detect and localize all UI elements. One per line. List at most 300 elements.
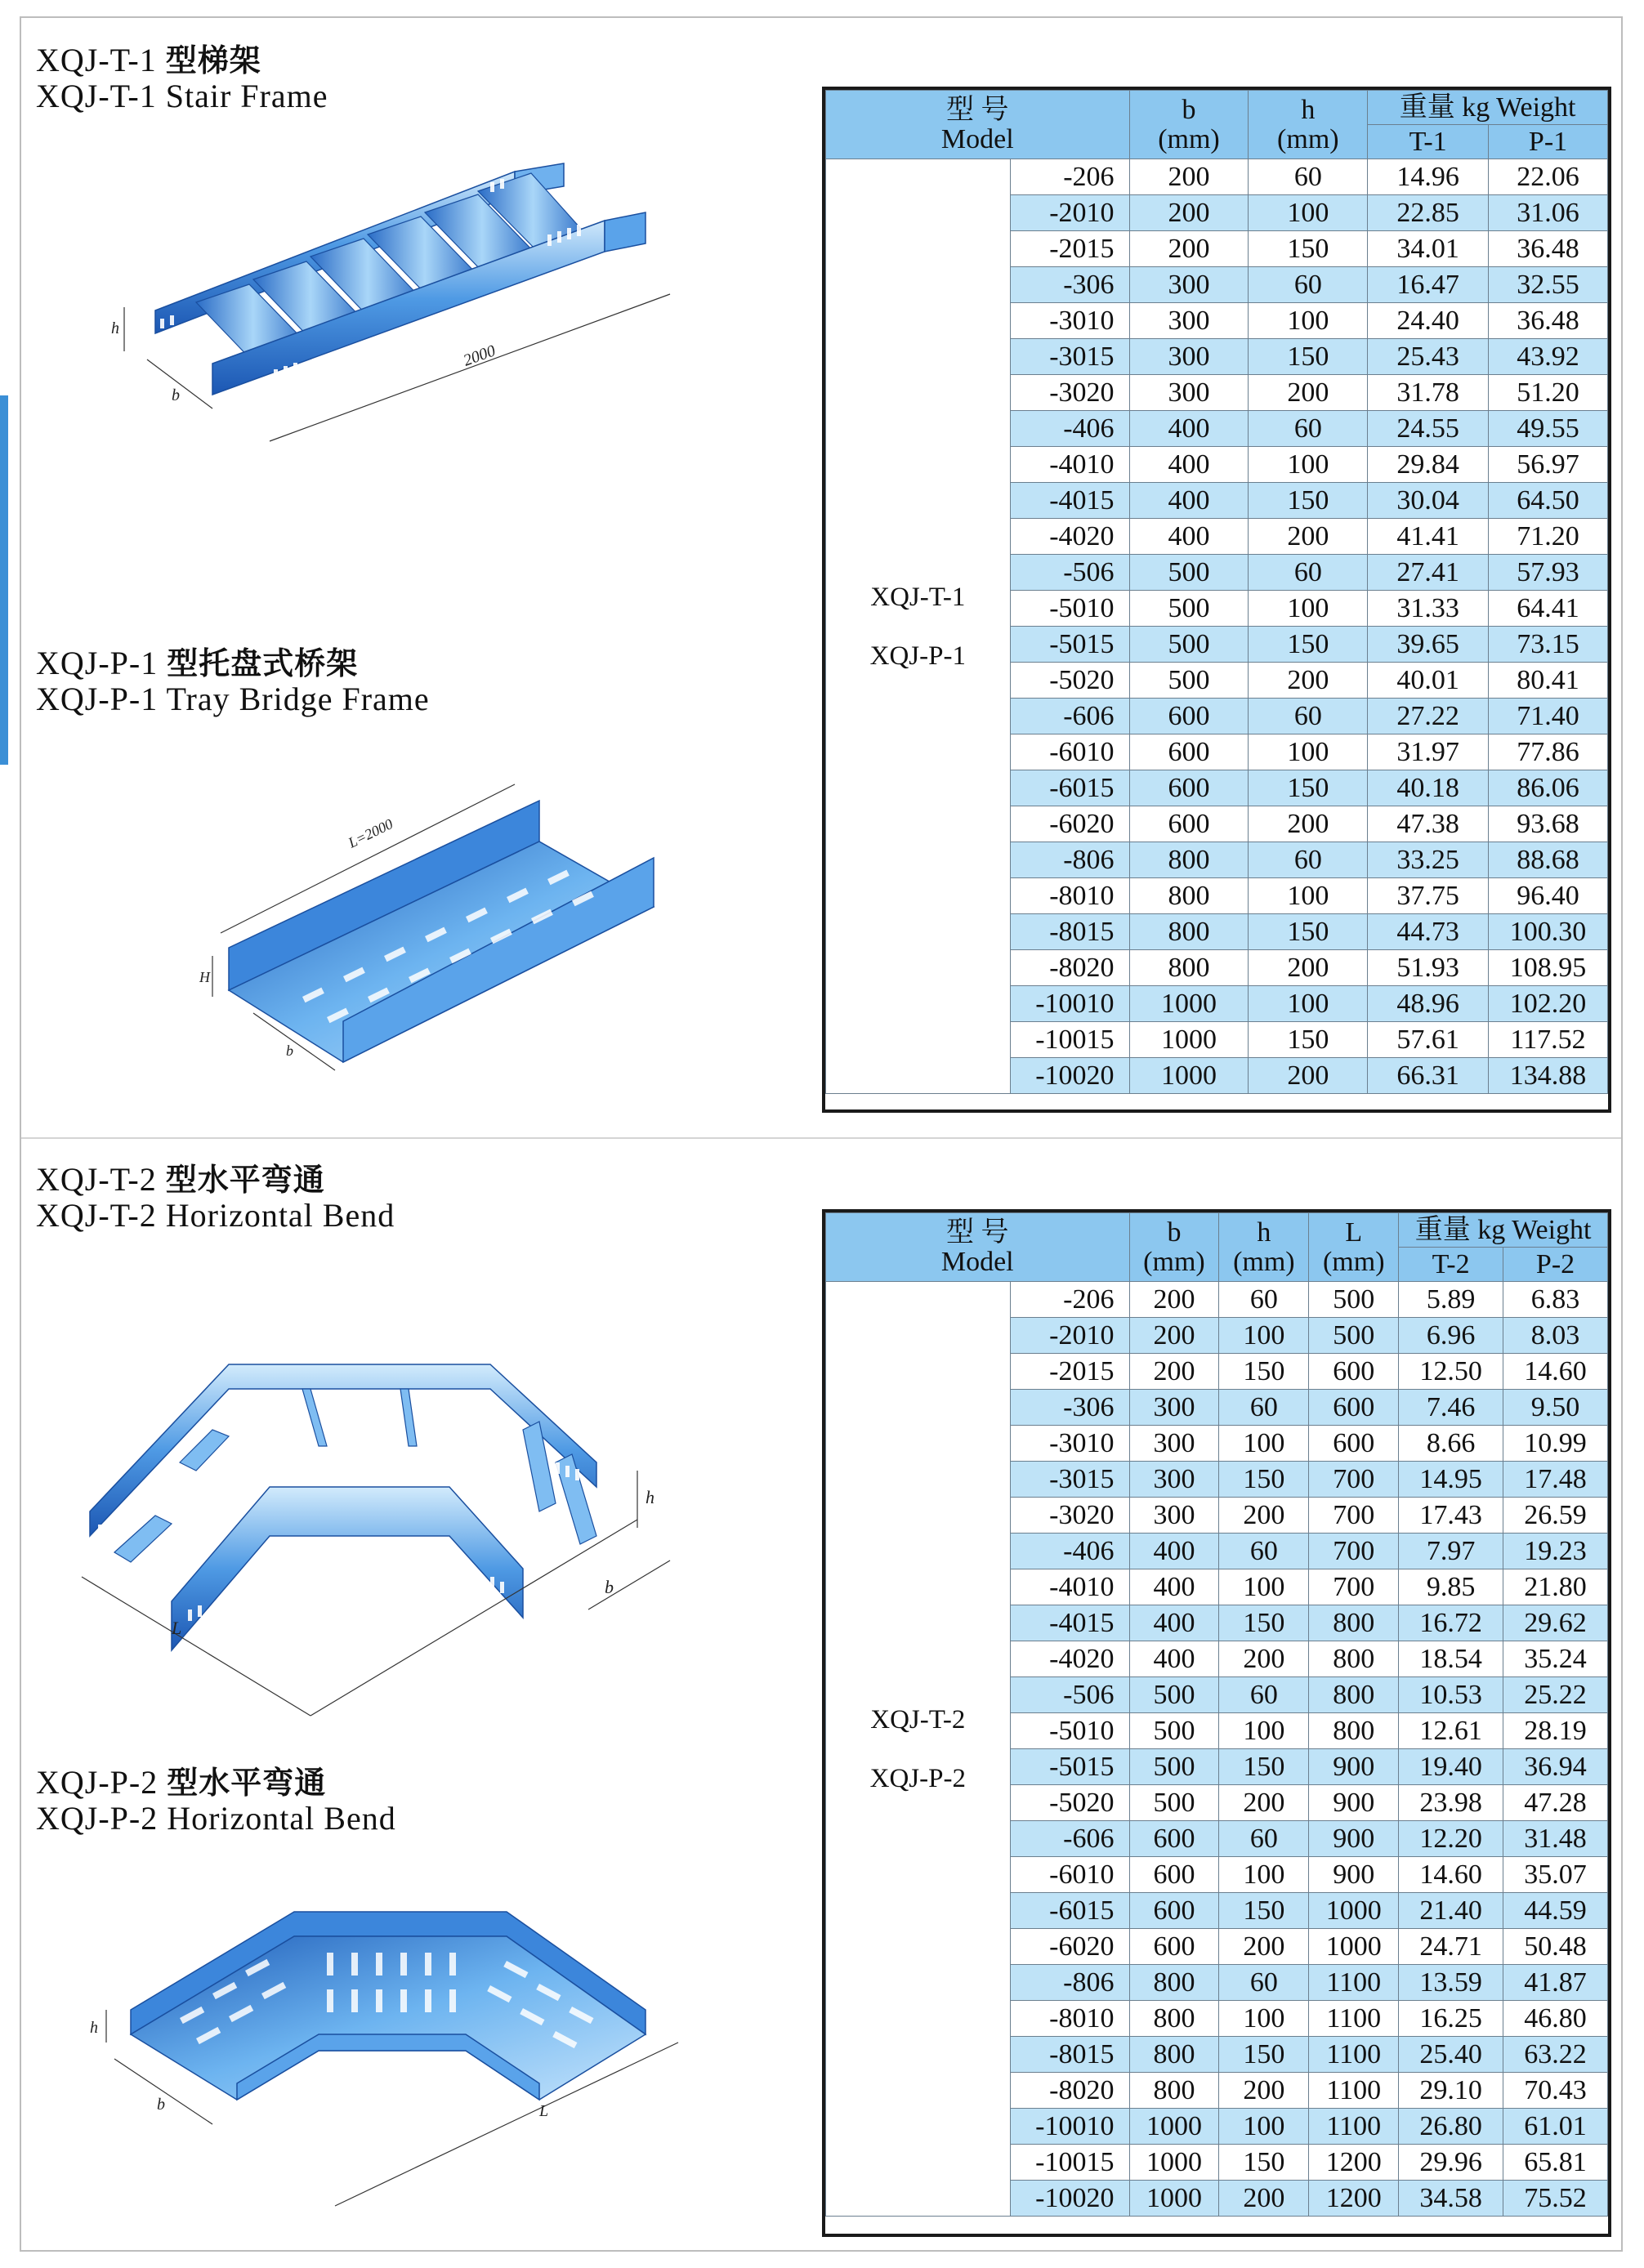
table-cell: 60 bbox=[1219, 1821, 1309, 1857]
table-cell: 14.95 bbox=[1399, 1462, 1503, 1498]
table-cell: 17.48 bbox=[1503, 1462, 1608, 1498]
table-cell: 200 bbox=[1219, 1929, 1309, 1965]
table-cell: 1000 bbox=[1129, 1022, 1249, 1058]
dim-length-label: 2000 bbox=[461, 342, 498, 370]
header-unit: (mm) bbox=[1233, 1246, 1295, 1277]
table-cell: 200 bbox=[1219, 2073, 1309, 2109]
table-cell: 14.60 bbox=[1503, 1354, 1608, 1390]
table-cell: 150 bbox=[1249, 770, 1368, 806]
table-cell: 200 bbox=[1219, 1498, 1309, 1534]
table-cell: 400 bbox=[1129, 519, 1249, 555]
table-cell: 800 bbox=[1129, 2001, 1219, 2037]
table-cell: 9.50 bbox=[1503, 1390, 1608, 1426]
dim-h-label: h bbox=[646, 1487, 654, 1507]
table-cell: 36.48 bbox=[1489, 231, 1608, 267]
table-cell: 12.20 bbox=[1399, 1821, 1503, 1857]
table-cell: 600 bbox=[1129, 1821, 1219, 1857]
model-series-label: XQJ-T-2 bbox=[870, 1704, 966, 1734]
table-cell: 31.48 bbox=[1503, 1821, 1608, 1857]
table-cell: 8.03 bbox=[1503, 1318, 1608, 1354]
model-code-cell: -10010 bbox=[1010, 986, 1129, 1022]
model-code-cell: -306 bbox=[1010, 1390, 1129, 1426]
table-cell: 200 bbox=[1249, 663, 1368, 699]
model-code-cell: -3015 bbox=[1010, 339, 1129, 375]
table-cell: 1100 bbox=[1309, 2109, 1399, 2145]
table-cell: 134.88 bbox=[1489, 1058, 1608, 1094]
dim-h-label: h bbox=[111, 319, 119, 337]
model-code-cell: -10010 bbox=[1010, 2109, 1129, 2145]
table-cell: 150 bbox=[1219, 1605, 1309, 1641]
caption-zh: 型水平弯通 bbox=[165, 1162, 325, 1198]
table-cell: 86.06 bbox=[1489, 770, 1608, 806]
model-code-cell: -5015 bbox=[1010, 1749, 1129, 1785]
model-code-cell: -5010 bbox=[1010, 591, 1129, 627]
table-cell: 43.92 bbox=[1489, 339, 1608, 375]
model-series-label: XQJ-P-2 bbox=[869, 1763, 966, 1793]
table-cell: 56.97 bbox=[1489, 447, 1608, 483]
table-cell: 200 bbox=[1129, 159, 1249, 195]
table-cell: 1000 bbox=[1129, 2181, 1219, 2217]
dim-length-label: L=2000 bbox=[345, 815, 396, 851]
table-cell: 400 bbox=[1129, 483, 1249, 519]
model-code-cell: -4020 bbox=[1010, 519, 1129, 555]
caption-code: XQJ-P-1 bbox=[36, 645, 159, 681]
table-cell: 13.59 bbox=[1399, 1965, 1503, 2001]
table-cell: 600 bbox=[1129, 1929, 1219, 1965]
spec-table-2 bbox=[822, 1209, 1611, 2237]
table-cell: 200 bbox=[1219, 2181, 1309, 2217]
dim-b-label: b bbox=[605, 1577, 614, 1597]
table-cell: 31.97 bbox=[1368, 734, 1489, 770]
table-cell: 400 bbox=[1129, 1605, 1219, 1641]
table-cell: 300 bbox=[1129, 1498, 1219, 1534]
model-code-cell: -606 bbox=[1010, 699, 1129, 734]
table-cell: 50.48 bbox=[1503, 1929, 1608, 1965]
table-cell: 300 bbox=[1129, 1390, 1219, 1426]
table-cell: 23.98 bbox=[1399, 1785, 1503, 1821]
table-cell: 900 bbox=[1309, 1857, 1399, 1893]
table-cell: 16.47 bbox=[1368, 267, 1489, 303]
table-cell: 800 bbox=[1129, 878, 1249, 914]
table-cell: 100 bbox=[1219, 1857, 1309, 1893]
table-cell: 600 bbox=[1129, 1857, 1219, 1893]
table-cell: 800 bbox=[1309, 1605, 1399, 1641]
table-cell: 500 bbox=[1129, 1713, 1219, 1749]
table-cell: 100 bbox=[1249, 447, 1368, 483]
table-cell: 51.93 bbox=[1368, 950, 1489, 986]
header-weight: 重量 kg Weight bbox=[1368, 91, 1608, 125]
table-cell: 60 bbox=[1219, 1677, 1309, 1713]
table-cell: 7.97 bbox=[1399, 1534, 1503, 1569]
model-code-cell: -4020 bbox=[1010, 1641, 1129, 1677]
table-cell: 150 bbox=[1219, 2037, 1309, 2073]
header-b bbox=[1129, 91, 1249, 159]
table-cell: 77.86 bbox=[1489, 734, 1608, 770]
table-cell: 1000 bbox=[1309, 1893, 1399, 1929]
table-cell: 200 bbox=[1129, 231, 1249, 267]
table-cell: 800 bbox=[1309, 1713, 1399, 1749]
model-series-cell bbox=[826, 1282, 1011, 2217]
table-cell: 46.80 bbox=[1503, 2001, 1608, 2037]
model-code-cell: -10020 bbox=[1010, 2181, 1129, 2217]
table-cell: 200 bbox=[1249, 519, 1368, 555]
table-cell: 500 bbox=[1129, 1677, 1219, 1713]
caption-zh: 型托盘式桥架 bbox=[167, 645, 359, 681]
table-cell: 61.01 bbox=[1503, 2109, 1608, 2145]
table-cell: 37.75 bbox=[1368, 878, 1489, 914]
table-cell: 150 bbox=[1219, 1354, 1309, 1390]
model-code-cell: -2015 bbox=[1010, 231, 1129, 267]
table-cell: 22.85 bbox=[1368, 195, 1489, 231]
model-code-cell: -8010 bbox=[1010, 878, 1129, 914]
table-cell: 29.62 bbox=[1503, 1605, 1608, 1641]
header-h bbox=[1249, 91, 1368, 159]
table-cell: 150 bbox=[1219, 1893, 1309, 1929]
table-cell: 14.96 bbox=[1368, 159, 1489, 195]
table-cell: 24.40 bbox=[1368, 303, 1489, 339]
header-h-label: h bbox=[1257, 1217, 1271, 1248]
model-code-cell: -4010 bbox=[1010, 447, 1129, 483]
spec-table-1-grid bbox=[825, 90, 1608, 1094]
header-unit: (mm) bbox=[1322, 1246, 1385, 1277]
dim-h-label: H bbox=[199, 969, 210, 985]
table-cell: 200 bbox=[1249, 375, 1368, 411]
tray-bend-illustration bbox=[82, 1895, 703, 2222]
model-code-cell: -3020 bbox=[1010, 375, 1129, 411]
caption-xqj-t-1 bbox=[36, 42, 328, 114]
ladder-bend-illustration bbox=[65, 1340, 719, 1732]
table-cell: 35.24 bbox=[1503, 1641, 1608, 1677]
table-cell: 150 bbox=[1219, 1462, 1309, 1498]
caption-en: XQJ-P-1 Tray Bridge Frame bbox=[36, 681, 430, 717]
table-cell: 500 bbox=[1129, 1785, 1219, 1821]
table-cell: 117.52 bbox=[1489, 1022, 1608, 1058]
header-model bbox=[826, 91, 1130, 159]
table-cell: 57.93 bbox=[1489, 555, 1608, 591]
table-cell: 12.61 bbox=[1399, 1713, 1503, 1749]
table-cell: 600 bbox=[1129, 770, 1249, 806]
caption-zh: 型梯架 bbox=[165, 42, 261, 78]
table-cell: 150 bbox=[1249, 231, 1368, 267]
table-cell: 6.83 bbox=[1503, 1282, 1608, 1318]
header-unit: (mm) bbox=[1158, 123, 1220, 154]
table-cell: 25.22 bbox=[1503, 1677, 1608, 1713]
table-cell: 800 bbox=[1129, 842, 1249, 878]
model-code-cell: -806 bbox=[1010, 842, 1129, 878]
table-cell: 60 bbox=[1249, 267, 1368, 303]
model-code-cell: -3020 bbox=[1010, 1498, 1129, 1534]
caption-xqj-p-1 bbox=[36, 645, 430, 717]
model-code-cell: -606 bbox=[1010, 1821, 1129, 1857]
table-cell: 500 bbox=[1129, 591, 1249, 627]
model-code-cell: -8015 bbox=[1010, 2037, 1129, 2073]
model-code-cell: -806 bbox=[1010, 1965, 1129, 2001]
caption-code: XQJ-T-2 bbox=[36, 1161, 157, 1198]
table-cell: 150 bbox=[1219, 2145, 1309, 2181]
table-cell: 150 bbox=[1249, 627, 1368, 663]
table-cell: 100 bbox=[1249, 878, 1368, 914]
table-cell: 200 bbox=[1249, 1058, 1368, 1094]
table-cell: 71.20 bbox=[1489, 519, 1608, 555]
section-divider bbox=[21, 1137, 1621, 1139]
model-code-cell: -3010 bbox=[1010, 303, 1129, 339]
header-unit: (mm) bbox=[1277, 123, 1339, 154]
model-code-cell: -2010 bbox=[1010, 1318, 1129, 1354]
model-code-cell: -10020 bbox=[1010, 1058, 1129, 1094]
table-cell: 32.55 bbox=[1489, 267, 1608, 303]
table-cell: 17.43 bbox=[1399, 1498, 1503, 1534]
table-cell: 600 bbox=[1129, 699, 1249, 734]
table-cell: 500 bbox=[1129, 1749, 1219, 1785]
table-cell: 1000 bbox=[1129, 1058, 1249, 1094]
table-cell: 29.96 bbox=[1399, 2145, 1503, 2181]
table-cell: 21.80 bbox=[1503, 1569, 1608, 1605]
model-code-cell: -4010 bbox=[1010, 1569, 1129, 1605]
table-cell: 44.59 bbox=[1503, 1893, 1608, 1929]
header-model-zh: 型 号 bbox=[946, 1217, 1009, 1248]
table-cell: 8.66 bbox=[1399, 1426, 1503, 1462]
table-cell: 60 bbox=[1219, 1534, 1309, 1569]
model-code-cell: -6020 bbox=[1010, 1929, 1129, 1965]
model-code-cell: -506 bbox=[1010, 1677, 1129, 1713]
table-cell: 300 bbox=[1129, 267, 1249, 303]
table-cell: 33.25 bbox=[1368, 842, 1489, 878]
table-cell: 24.55 bbox=[1368, 411, 1489, 447]
table-cell: 14.60 bbox=[1399, 1857, 1503, 1893]
header-b-label: b bbox=[1182, 94, 1196, 125]
table-cell: 100 bbox=[1219, 2001, 1309, 2037]
table-cell: 600 bbox=[1129, 1893, 1219, 1929]
table-cell: 27.41 bbox=[1368, 555, 1489, 591]
table-cell: 1200 bbox=[1309, 2145, 1399, 2181]
spec-table-1-body bbox=[826, 159, 1608, 1094]
table-cell: 300 bbox=[1129, 303, 1249, 339]
table-cell: 36.94 bbox=[1503, 1749, 1608, 1785]
table-cell: 1000 bbox=[1129, 2145, 1219, 2181]
model-code-cell: -6015 bbox=[1010, 1893, 1129, 1929]
table-cell: 40.01 bbox=[1368, 663, 1489, 699]
table-cell: 1100 bbox=[1309, 2073, 1399, 2109]
header-t: T-2 bbox=[1399, 1248, 1503, 1282]
table-cell: 40.18 bbox=[1368, 770, 1489, 806]
table-cell: 102.20 bbox=[1489, 986, 1608, 1022]
model-code-cell: -5010 bbox=[1010, 1713, 1129, 1749]
model-code-cell: -8020 bbox=[1010, 950, 1129, 986]
table-cell: 12.50 bbox=[1399, 1354, 1503, 1390]
caption-code: XQJ-T-1 bbox=[36, 42, 157, 78]
table-cell: 400 bbox=[1129, 411, 1249, 447]
spec-table-1 bbox=[822, 87, 1611, 1113]
caption-en: XQJ-T-2 Horizontal Bend bbox=[36, 1197, 395, 1234]
dim-b-label: b bbox=[286, 1042, 293, 1059]
table-cell: 34.58 bbox=[1399, 2181, 1503, 2217]
table-cell: 93.68 bbox=[1489, 806, 1608, 842]
table-cell: 600 bbox=[1309, 1426, 1399, 1462]
table-cell: 44.73 bbox=[1368, 914, 1489, 950]
table-cell: 71.40 bbox=[1489, 699, 1608, 734]
table-cell: 800 bbox=[1129, 1965, 1219, 2001]
table-cell: 63.22 bbox=[1503, 2037, 1608, 2073]
table-cell: 100 bbox=[1249, 303, 1368, 339]
table-cell: 150 bbox=[1219, 1749, 1309, 1785]
table-cell: 900 bbox=[1309, 1821, 1399, 1857]
table-cell: 30.04 bbox=[1368, 483, 1489, 519]
model-code-cell: -2010 bbox=[1010, 195, 1129, 231]
table-cell: 100 bbox=[1219, 2109, 1309, 2145]
table-cell: 400 bbox=[1129, 1641, 1219, 1677]
model-code-cell: -406 bbox=[1010, 411, 1129, 447]
table-cell: 800 bbox=[1309, 1677, 1399, 1713]
model-code-cell: -5020 bbox=[1010, 663, 1129, 699]
caption-zh: 型水平弯通 bbox=[167, 1765, 327, 1801]
table-cell: 80.41 bbox=[1489, 663, 1608, 699]
table-cell: 60 bbox=[1249, 159, 1368, 195]
table-cell: 19.23 bbox=[1503, 1534, 1608, 1569]
table-cell: 1000 bbox=[1309, 1929, 1399, 1965]
table-cell: 900 bbox=[1309, 1749, 1399, 1785]
table-cell: 800 bbox=[1129, 950, 1249, 986]
header-h-label: h bbox=[1301, 94, 1316, 125]
table-cell: 96.40 bbox=[1489, 878, 1608, 914]
model-code-cell: -506 bbox=[1010, 555, 1129, 591]
table-cell: 66.31 bbox=[1368, 1058, 1489, 1094]
table-cell: 1000 bbox=[1129, 986, 1249, 1022]
table-cell: 73.15 bbox=[1489, 627, 1608, 663]
table-cell: 150 bbox=[1249, 914, 1368, 950]
spec-table-2-grid bbox=[825, 1212, 1608, 2217]
caption-xqj-t-2 bbox=[36, 1162, 395, 1234]
table-cell: 100 bbox=[1219, 1318, 1309, 1354]
caption-en: XQJ-P-2 Horizontal Bend bbox=[36, 1800, 396, 1837]
table-cell: 10.99 bbox=[1503, 1426, 1608, 1462]
caption-en: XQJ-T-1 Stair Frame bbox=[36, 78, 328, 114]
table-cell: 200 bbox=[1219, 1641, 1309, 1677]
model-code-cell: -206 bbox=[1010, 159, 1129, 195]
table-cell: 200 bbox=[1129, 1282, 1219, 1318]
table-cell: 1100 bbox=[1309, 2001, 1399, 2037]
table-cell: 200 bbox=[1249, 806, 1368, 842]
table-cell: 200 bbox=[1129, 1354, 1219, 1390]
table-cell: 500 bbox=[1309, 1318, 1399, 1354]
table-cell: 60 bbox=[1219, 1390, 1309, 1426]
dim-b-label: b bbox=[157, 2096, 165, 2114]
table-cell: 200 bbox=[1249, 950, 1368, 986]
header-L bbox=[1309, 1213, 1399, 1282]
table-cell: 100 bbox=[1249, 195, 1368, 231]
model-code-cell: -3015 bbox=[1010, 1462, 1129, 1498]
table-cell: 1200 bbox=[1309, 2181, 1399, 2217]
model-code-cell: -4015 bbox=[1010, 483, 1129, 519]
model-code-cell: -10015 bbox=[1010, 1022, 1129, 1058]
model-code-cell: -8010 bbox=[1010, 2001, 1129, 2037]
header-model-en: Model bbox=[940, 1246, 1014, 1277]
caption-code: XQJ-P-2 bbox=[36, 1764, 159, 1801]
header-model-en: Model bbox=[940, 123, 1014, 154]
table-cell: 48.96 bbox=[1368, 986, 1489, 1022]
table-row bbox=[826, 1282, 1608, 1318]
table-cell: 800 bbox=[1129, 2073, 1219, 2109]
table-cell: 600 bbox=[1129, 806, 1249, 842]
table-cell: 16.25 bbox=[1399, 2001, 1503, 2037]
model-code-cell: -5015 bbox=[1010, 627, 1129, 663]
table-cell: 41.41 bbox=[1368, 519, 1489, 555]
table-cell: 9.85 bbox=[1399, 1569, 1503, 1605]
table-cell: 600 bbox=[1129, 734, 1249, 770]
table-cell: 200 bbox=[1219, 1785, 1309, 1821]
dim-h-label: h bbox=[90, 2019, 98, 2037]
header-unit: (mm) bbox=[1143, 1246, 1205, 1277]
table-cell: 1100 bbox=[1309, 1965, 1399, 2001]
table-cell: 22.06 bbox=[1489, 159, 1608, 195]
table-cell: 26.59 bbox=[1503, 1498, 1608, 1534]
table-cell: 800 bbox=[1309, 1641, 1399, 1677]
header-p: P-2 bbox=[1503, 1248, 1608, 1282]
header-t: T-1 bbox=[1368, 125, 1489, 159]
table-cell: 700 bbox=[1309, 1534, 1399, 1569]
table-cell: 1100 bbox=[1309, 2037, 1399, 2073]
table-cell: 100 bbox=[1219, 1569, 1309, 1605]
table-cell: 150 bbox=[1249, 483, 1368, 519]
table-cell: 28.19 bbox=[1503, 1713, 1608, 1749]
table-cell: 700 bbox=[1309, 1569, 1399, 1605]
header-model-zh: 型 号 bbox=[946, 94, 1009, 125]
table-cell: 300 bbox=[1129, 375, 1249, 411]
model-code-cell: -8020 bbox=[1010, 2073, 1129, 2109]
table-cell: 100 bbox=[1249, 591, 1368, 627]
table-cell: 16.72 bbox=[1399, 1605, 1503, 1641]
table-cell: 57.61 bbox=[1368, 1022, 1489, 1058]
table-cell: 24.71 bbox=[1399, 1929, 1503, 1965]
dim-L-label: L bbox=[539, 2102, 549, 2120]
table-cell: 60 bbox=[1249, 411, 1368, 447]
table-cell: 300 bbox=[1129, 1462, 1219, 1498]
table-cell: 64.41 bbox=[1489, 591, 1608, 627]
table-cell: 31.78 bbox=[1368, 375, 1489, 411]
table-cell: 31.06 bbox=[1489, 195, 1608, 231]
table-cell: 900 bbox=[1309, 1785, 1399, 1821]
header-p: P-1 bbox=[1489, 125, 1608, 159]
table-cell: 60 bbox=[1219, 1965, 1309, 2001]
header-h bbox=[1219, 1213, 1309, 1282]
model-code-cell: -306 bbox=[1010, 267, 1129, 303]
table-cell: 47.38 bbox=[1368, 806, 1489, 842]
table-cell: 500 bbox=[1129, 627, 1249, 663]
table-cell: 100 bbox=[1249, 734, 1368, 770]
table-cell: 88.68 bbox=[1489, 842, 1608, 878]
table-cell: 31.33 bbox=[1368, 591, 1489, 627]
header-b-label: b bbox=[1167, 1217, 1182, 1248]
table-cell: 64.50 bbox=[1489, 483, 1608, 519]
table-cell: 700 bbox=[1309, 1498, 1399, 1534]
table-cell: 150 bbox=[1249, 1022, 1368, 1058]
table-cell: 5.89 bbox=[1399, 1282, 1503, 1318]
table-cell: 25.40 bbox=[1399, 2037, 1503, 2073]
header-L-label: L bbox=[1345, 1217, 1363, 1248]
model-series-label: XQJ-T-1 bbox=[870, 582, 966, 612]
table-cell: 29.84 bbox=[1368, 447, 1489, 483]
header-weight: 重量 kg Weight bbox=[1399, 1213, 1608, 1248]
dim-b-label: b bbox=[172, 386, 180, 404]
model-code-cell: -6010 bbox=[1010, 1857, 1129, 1893]
table-cell: 29.10 bbox=[1399, 2073, 1503, 2109]
table-cell: 41.87 bbox=[1503, 1965, 1608, 2001]
model-series-cell bbox=[826, 159, 1011, 1094]
table-cell: 19.40 bbox=[1399, 1749, 1503, 1785]
dim-L-label: L bbox=[172, 1618, 182, 1638]
table-cell: 51.20 bbox=[1489, 375, 1608, 411]
side-accent-bar bbox=[0, 395, 8, 765]
table-cell: 400 bbox=[1129, 1569, 1219, 1605]
